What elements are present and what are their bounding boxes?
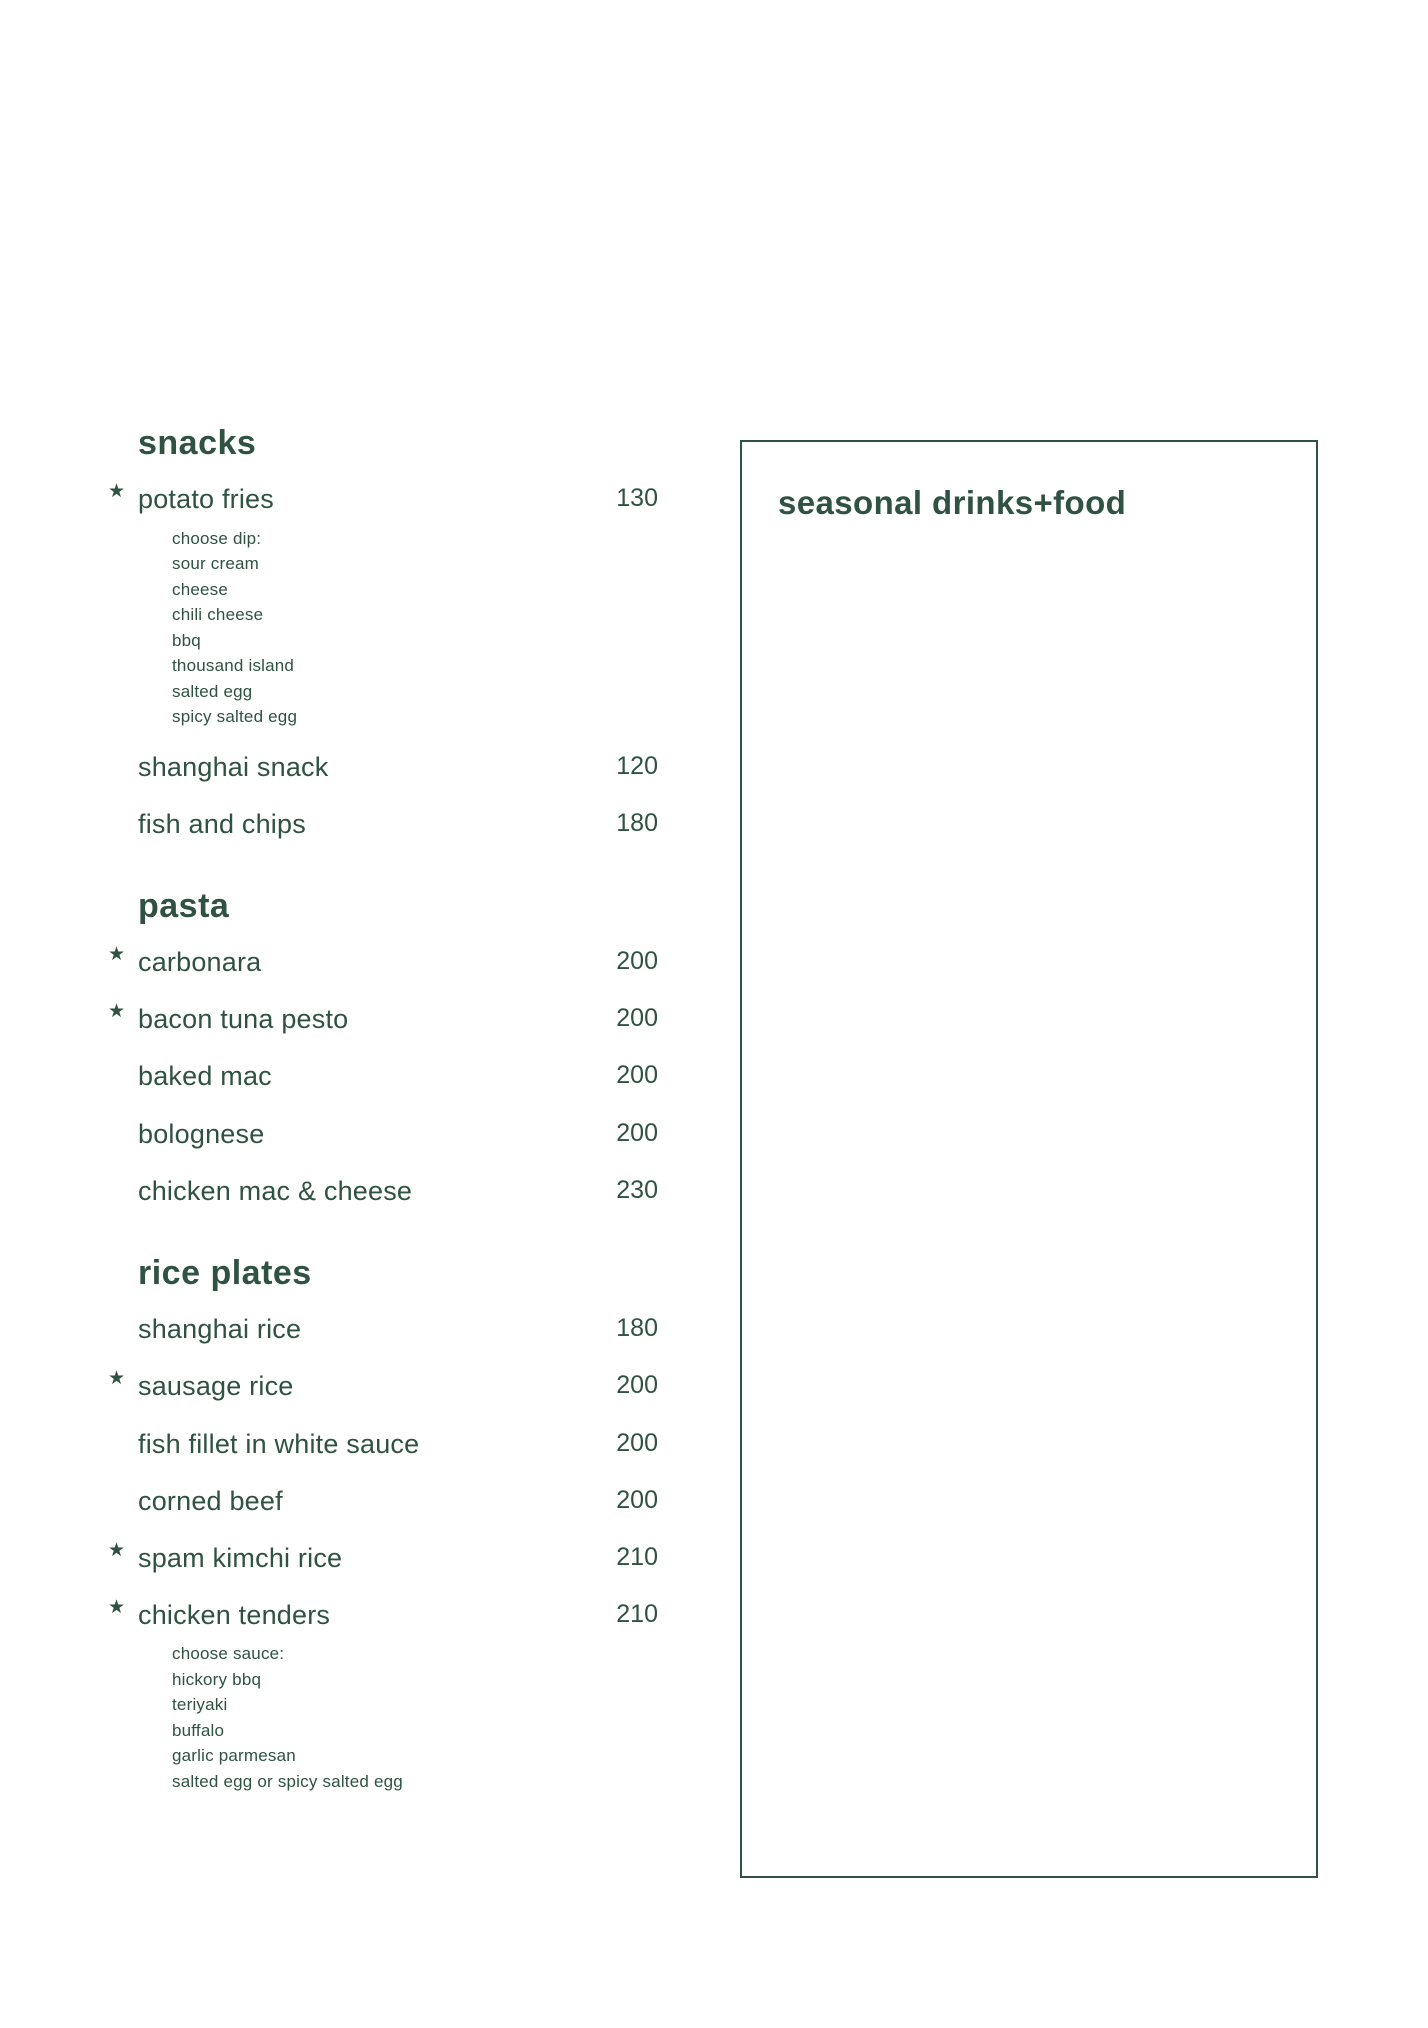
star-icon: ★	[108, 944, 126, 966]
menu-item-name: potato fries	[138, 484, 274, 515]
menu-item-row[interactable]	[138, 1172, 658, 1211]
menu-item-row[interactable]	[138, 1482, 658, 1521]
menu-item-option: thousand island	[172, 656, 295, 676]
star-icon: ★	[108, 1001, 126, 1023]
item-list	[108, 943, 658, 1229]
menu-item[interactable]	[108, 943, 658, 1000]
menu-item-row[interactable]	[138, 1057, 658, 1096]
menu-item-option: hickory bbq	[172, 1669, 262, 1689]
menu-item-row[interactable]	[108, 1367, 658, 1406]
menu-item-name: spam kimchi rice	[138, 1542, 343, 1573]
menu-item-price: 130	[616, 484, 658, 513]
menu-item[interactable]	[108, 1000, 658, 1057]
menu-item-name: sausage rice	[138, 1371, 294, 1402]
item-list	[108, 480, 658, 861]
menu-item-price: 210	[616, 1600, 658, 1628]
menu-item-row[interactable]	[108, 1000, 658, 1039]
menu-item[interactable]	[138, 1172, 658, 1229]
menu-item-price: 120	[616, 751, 658, 780]
section-heading-pasta: pasta	[138, 886, 230, 925]
menu-item[interactable]	[138, 1057, 658, 1114]
menu-item-name: fish and chips	[138, 808, 306, 839]
spacer	[138, 793, 658, 805]
menu-item[interactable]	[108, 480, 658, 729]
menu-item-option: choose sauce:	[172, 1644, 285, 1664]
menu-item-option: salted egg	[172, 681, 253, 701]
menu-item-option: teriyaki	[172, 1695, 228, 1715]
menu-item-row[interactable]	[108, 1539, 658, 1578]
star-icon: ★	[108, 481, 126, 503]
menu-item-price: 200	[616, 1428, 658, 1457]
menu-item-name: baked mac	[138, 1061, 272, 1092]
menu-item[interactable]	[138, 1425, 658, 1482]
menu-item-option: sour cream	[172, 554, 260, 574]
menu-item-price: 200	[616, 1004, 658, 1033]
menu-item-price: 200	[616, 1485, 658, 1514]
spacer	[138, 1160, 658, 1172]
menu-item-price: 180	[616, 808, 658, 837]
menu-item-price: 200	[616, 1118, 658, 1147]
menu-item-price: 200	[616, 1061, 658, 1090]
spacer	[138, 1045, 658, 1057]
menu-item-row[interactable]	[108, 943, 658, 982]
seasonal-panel	[740, 440, 1318, 1878]
menu-item-name: corned beef	[138, 1485, 283, 1516]
menu-item-name: carbonara	[138, 947, 262, 978]
menu-item-row[interactable]	[138, 748, 658, 787]
menu-item-option: choose dip:	[172, 528, 262, 548]
menu-item-name: fish fillet in white sauce	[138, 1428, 420, 1459]
spacer	[138, 1470, 658, 1482]
menu-item-row[interactable]	[138, 1310, 658, 1349]
menu-item-option: cheese	[172, 579, 229, 599]
menu-item-price: 200	[616, 947, 658, 976]
menu-item-row[interactable]	[108, 480, 658, 519]
spacer	[138, 988, 658, 1000]
menu-item[interactable]	[108, 1596, 658, 1794]
menu-item-name: shanghai rice	[138, 1314, 302, 1345]
menu-item-price: 230	[616, 1175, 658, 1204]
menu-item-row[interactable]	[138, 1115, 658, 1154]
spacer	[138, 1355, 658, 1367]
seasonal-panel-title: seasonal drinks+food	[778, 484, 1127, 521]
menu-item[interactable]	[138, 805, 658, 862]
menu-item[interactable]	[138, 748, 658, 805]
section-heading-snacks: snacks	[138, 424, 257, 462]
menu-item-row[interactable]	[138, 805, 658, 844]
menu-item-name: bacon tuna pesto	[138, 1004, 349, 1035]
star-icon: ★	[108, 1539, 126, 1561]
menu-item-option: garlic parmesan	[172, 1746, 296, 1766]
menu-item-options	[172, 1641, 658, 1794]
spacer	[138, 1217, 658, 1229]
section-heading-rice-plates: rice plates	[138, 1253, 312, 1292]
spacer	[138, 1413, 658, 1425]
menu-item-row[interactable]	[108, 1596, 658, 1635]
menu-item[interactable]	[108, 1367, 658, 1424]
menu-column	[108, 424, 658, 1812]
spacer	[138, 1527, 658, 1539]
menu-item-option: spicy salted egg	[172, 707, 298, 727]
menu-item-option: buffalo	[172, 1720, 225, 1740]
menu-item-options	[172, 526, 658, 730]
menu-item[interactable]	[138, 1482, 658, 1539]
menu-item-row[interactable]	[138, 1425, 658, 1464]
menu-item-name: chicken mac & cheese	[138, 1175, 413, 1206]
star-icon: ★	[108, 1368, 126, 1390]
menu-item-option: chili cheese	[172, 605, 264, 625]
menu-item-price: 180	[616, 1314, 658, 1343]
spacer	[138, 1584, 658, 1596]
menu-item[interactable]	[108, 1539, 658, 1596]
star-icon: ★	[108, 1597, 126, 1618]
menu-item-name: bolognese	[138, 1118, 265, 1149]
menu-item-option: bbq	[172, 630, 201, 650]
spacer	[138, 1103, 658, 1115]
menu-item-option: salted egg or spicy salted egg	[172, 1771, 403, 1791]
menu-item[interactable]	[138, 1115, 658, 1172]
menu-item-price: 200	[616, 1371, 658, 1400]
menu-item-name: shanghai snack	[138, 751, 329, 782]
spacer	[138, 850, 658, 862]
item-list	[108, 1310, 658, 1794]
menu-item-name: chicken tenders	[138, 1600, 331, 1630]
menu-item[interactable]	[138, 1310, 658, 1367]
menu-item-price: 210	[616, 1542, 658, 1571]
